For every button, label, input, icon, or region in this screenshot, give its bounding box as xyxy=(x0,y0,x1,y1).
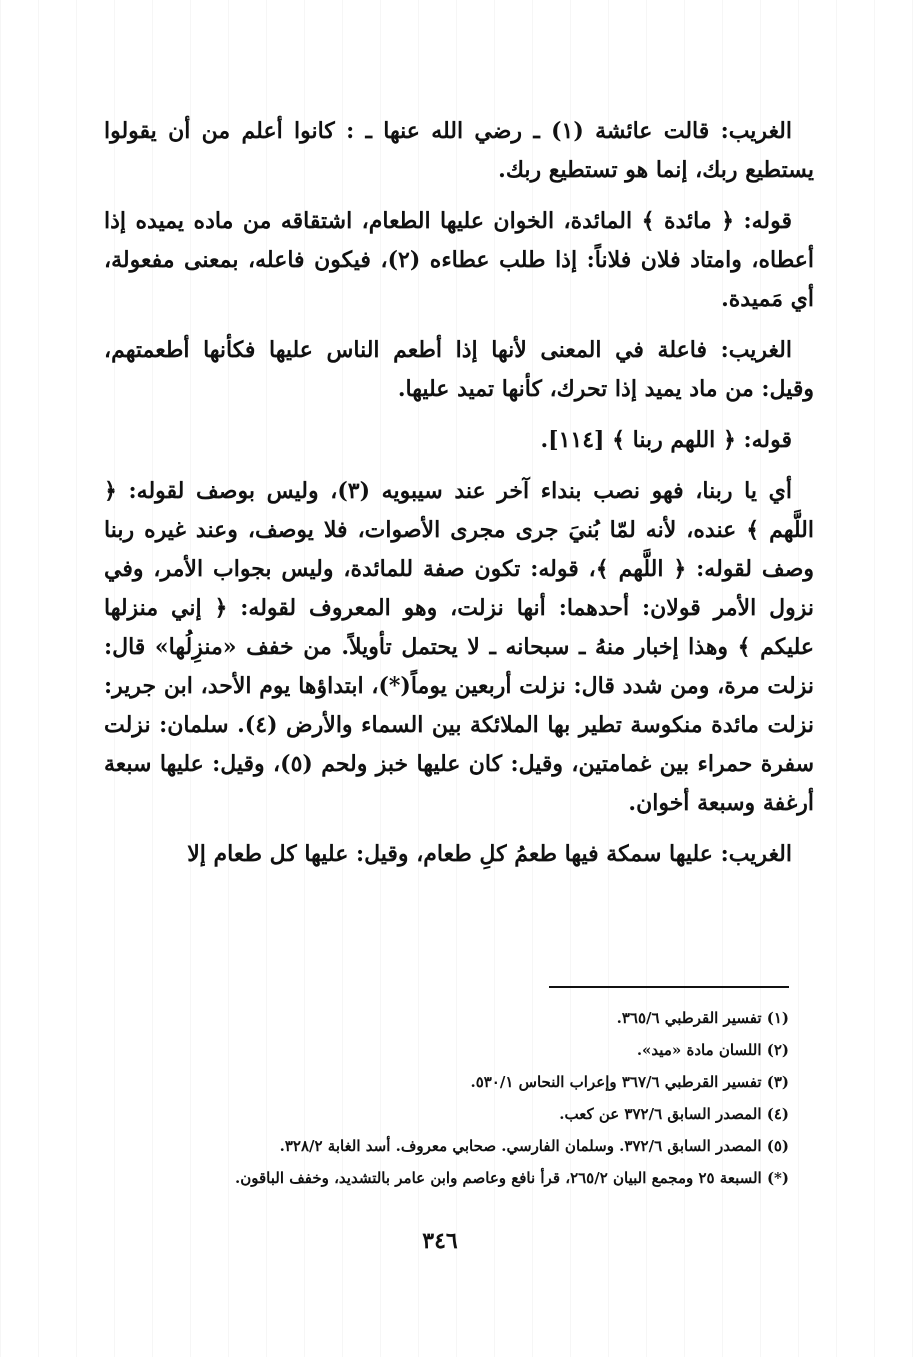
main-text xyxy=(104,112,814,874)
footnote-star: (*) السبعة ٢٥ ومجمع البيان ٢٦٥/٢، قرأ نافع وعاصم وابن عامر بالتشديد، وخفف الباقون. xyxy=(235,1169,789,1187)
footnote-divider xyxy=(549,986,789,988)
footnote-1: (١) تفسير القرطبي ٣٦٥/٦. xyxy=(616,1009,789,1027)
paragraph-ya-rabbana: أي يا ربنا، فهو نصب بنداء آخر عند سيبويه (٣)، وليس بوصف لقوله: ﴿ اللَّهم ﴾ عنده، لأنه لمّا بُنيَ جرى مجرى الأصوات، فلا يوصف، وعند غيره ربنا وصف لقوله: ﴿ اللَّهم ﴾، قوله: تكون صفة للمائدة، وليس بجواب الأمر، وفي نزول الأمر قولان: أحدهما: أنها نزلت، وهو المعروف لقوله: ﴿ إني منزلها عليكم ﴾ وهذا إخبار منهُ ـ سبحانه ـ لا يحتمل تأويلاً. من خفف «منزِلُها» قال: نزلت مرة، ومن شدد قال: نزلت أربعين يوماً(*)، ابتداؤها يوم الأحد، ابن جرير: نزلت مائدة منكوسة تطير بها الملائكة بين السماء والأرض (٤). سلمان: نزلت سفرة حمراء بين غمامتين، وقيل: كان عليها خبز ولحم (٥)، وقيل: عليها سبعة أرغفة وسبعة أخوان. xyxy=(104,478,815,816)
paragraph-gharib-samaka: الغريب: عليها سمكة فيها طعمُ كلِ طعام، وقيل: عليها كل طعام إلا xyxy=(187,841,792,867)
paragraph-maida-definition: قوله: ﴿ مائدة ﴾ المائدة، الخوان عليها الطعام، اشتقاقه من ماده يميده إذا أعطاه، وامتاد فلان فلاناً: إذا طلب عطاءه (٢)، فيكون فاعله، بمعنى مفعولة، أي مَميدة. xyxy=(104,208,814,312)
footnote-2: (٢) اللسان مادة «ميد». xyxy=(636,1041,789,1059)
paragraph-gharib-faila: الغريب: فاعلة في المعنى لأنها إذا أطعم الناس عليها فكأنها أطعمتهم، وقيل: من ماد يميد إذا تحرك، كأنها تميد عليها. xyxy=(104,337,814,402)
paragraph-allahumma-heading: قوله: ﴿ اللهم ربنا ﴾ [١١٤]. xyxy=(540,427,792,453)
footnotes xyxy=(129,1002,789,1194)
footnote-5: (٥) المصدر السابق ٣٧٢/٦. وسلمان الفارسي. صحابي معروف. أسد الغابة ٣٢٨/٢. xyxy=(279,1137,789,1155)
footnote-3: (٣) تفسير القرطبي ٣٦٧/٦ وإعراب النحاس ٥٣٠/١. xyxy=(470,1073,789,1091)
paragraph-gharib-aisha: الغريب: قالت عائشة (١) ـ رضي الله عنها ـ : كانوا أعلم من أن يقولوا يستطيع ربك، إنما هو تستطيع ربك. xyxy=(104,118,814,183)
footnote-4: (٤) المصدر السابق ٣٧٢/٦ عن كعب. xyxy=(559,1105,789,1123)
page-number: ٣٤٦ xyxy=(422,1228,458,1254)
